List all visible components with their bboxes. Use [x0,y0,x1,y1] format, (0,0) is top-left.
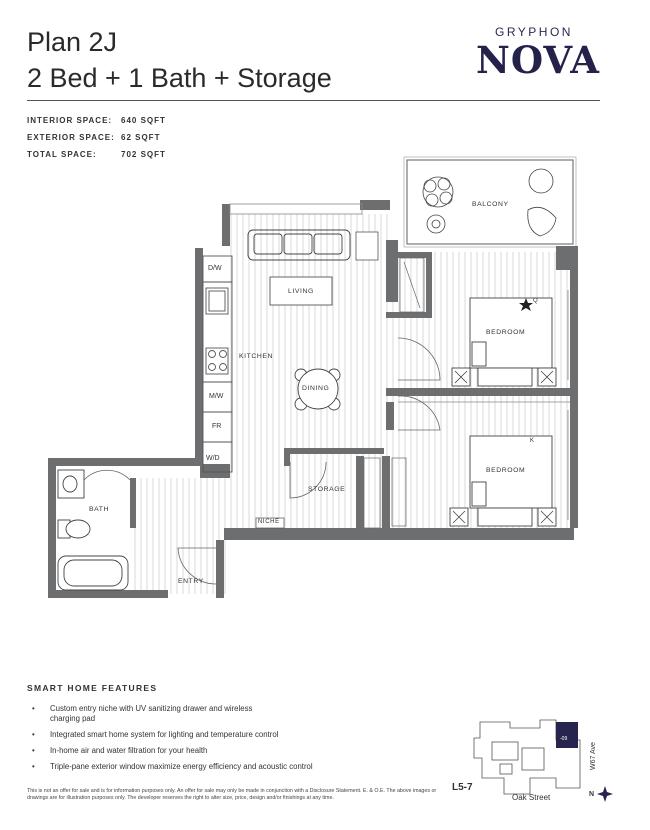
room-label-living: LIVING [288,288,314,295]
room-label-bedroom-1: BEDROOM [486,329,526,336]
plan-subtitle: 2 Bed + 1 Bath + Storage [27,63,332,93]
balcony-chairs [528,169,556,236]
disclaimer: This is not an offer for sale and is for information purposes only. An offer for sale may only be made in conjunction with a Disclosure Statement. E. & O.E. The above images or drawings are for illustration purposes only. The developer reserves the right to alter size, price, design and/or finishings at any time. [27,788,437,801]
key-plan-level: L5-7 [452,782,473,793]
key-plan-street: Oak Street [512,793,551,802]
spec-label: TOTAL SPACE: [27,150,97,159]
spec-value: 702 SQFT [121,150,166,159]
room-label-kitchen: KITCHEN [239,353,274,360]
spec-value: 640 SQFT [121,116,166,125]
room-label-bath: BATH [89,506,110,513]
list-item: • In-home air and water filtration for your health [27,746,357,756]
room-label-balcony: BALCONY [472,201,509,208]
bed-size-marker-1: Q [533,298,538,304]
features-list [27,704,357,778]
brand-logo: NOVA [476,38,600,82]
room-label-bedroom-2: BEDROOM [486,467,526,474]
spec-label: EXTERIOR SPACE: [27,133,115,142]
bath-fixtures [58,470,128,590]
bed-size-marker-2: K [530,438,535,444]
key-plan [470,718,585,798]
list-item: • Triple-pane exterior window maximize energy efficiency and acoustic control [27,762,357,772]
key-plan-avenue: W67 Ave [590,742,597,770]
spec-value: 62 SQFT [121,133,161,142]
room-label-storage: STORAGE [308,486,346,493]
plan-title: Plan 2J [27,27,118,57]
brand-name-small: GRYPHON [495,25,573,39]
room-label-entry: ENTRY [178,578,204,585]
features-title: SMART HOME FEATURES [27,683,158,693]
appliance-fr: FR [212,423,222,430]
room-label-niche: NICHE [258,519,280,525]
room-label-dining: DINING [302,385,330,392]
spec-label: INTERIOR SPACE: [27,116,113,125]
side-table [356,232,378,260]
appliance-wd: W/D [206,455,220,462]
appliance-mw: M/W [209,393,224,400]
balcony-plant [423,177,453,233]
appliance-dw: D/W [208,265,222,272]
key-plan-unit-highlight [556,722,578,748]
kitchen-counter [203,256,232,472]
north-label: N [589,791,595,798]
compass-north-icon [597,786,613,802]
list-item: • Custom entry niche with UV sanitizing drawer and wireless charging pad [27,704,255,724]
list-item: • Integrated smart home system for lighting and temperature control [27,730,357,740]
key-plan-unit-tag: -09 [560,736,568,742]
